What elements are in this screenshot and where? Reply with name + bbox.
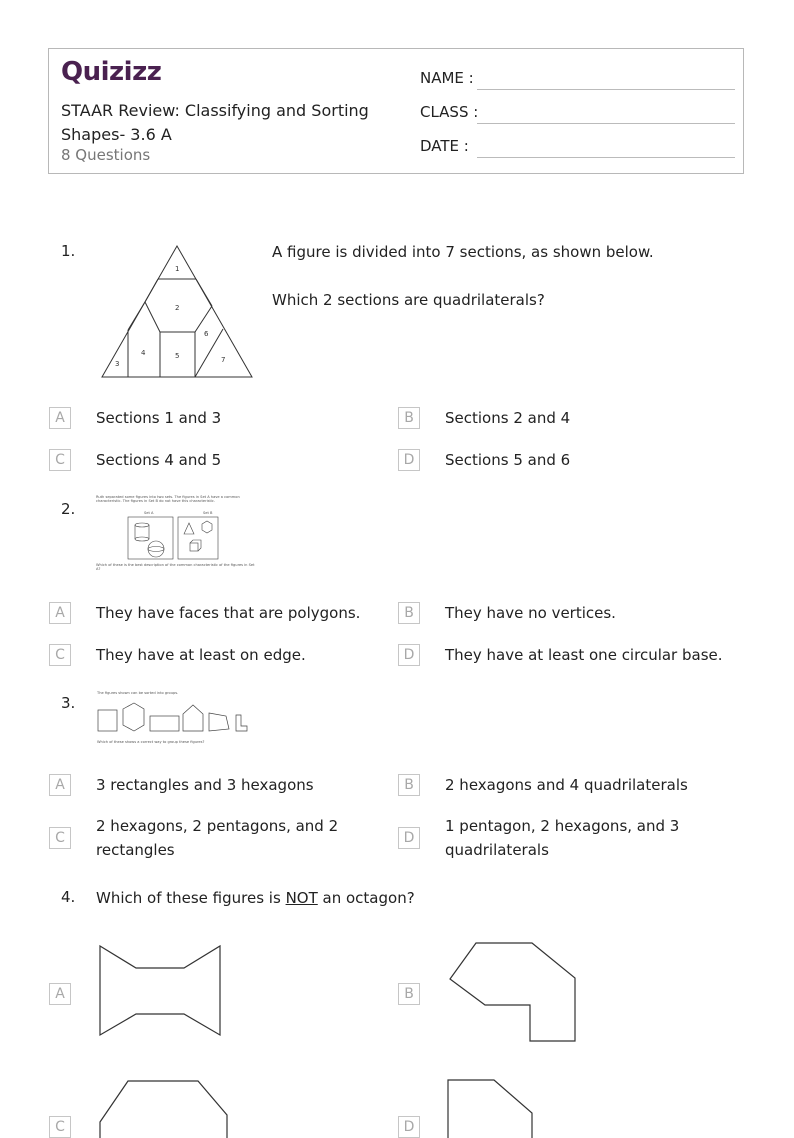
hexagon-shape	[202, 521, 212, 533]
question-3-shapes-figure	[96, 689, 256, 745]
question-4-number: 4.	[61, 888, 76, 906]
cylinder-bottom-shape	[135, 537, 149, 541]
q4-text-emphasis: NOT	[285, 889, 318, 907]
question-3-number: 3.	[61, 694, 76, 712]
q3-image-prompt: The figures shown can be sorted into groups.	[97, 691, 179, 695]
sphere-equator	[148, 547, 164, 552]
class-line	[477, 123, 735, 124]
q2-image-question: Which of these is the best description of the common characteristic of the figures in Set A?	[96, 563, 255, 572]
worksheet-header	[48, 48, 744, 174]
q1-option-b-text[interactable]: Sections 2 and 4	[445, 409, 571, 427]
q4-option-a-bowtie-figure[interactable]	[98, 944, 223, 1038]
question-1-triangle-figure	[100, 244, 256, 380]
name-label: NAME :	[420, 69, 474, 87]
q4-option-d-figure[interactable]	[446, 1078, 536, 1128]
q1-option-d-letter[interactable]: D	[398, 449, 420, 471]
q4-text-before: Which of these figures is	[96, 889, 286, 907]
figure-label-4: 4	[141, 349, 146, 357]
cylinder-top-shape	[135, 523, 149, 527]
q2-option-d-letter[interactable]: D	[398, 644, 420, 666]
q3-option-c-letter[interactable]: C	[49, 827, 71, 849]
figure-label-6: 6	[204, 330, 209, 338]
q2-option-a-text[interactable]: They have faces that are polygons.	[96, 604, 361, 622]
q2-option-c-text[interactable]: They have at least on edge.	[96, 646, 306, 664]
q3-option-b-letter[interactable]: B	[398, 774, 420, 796]
worksheet-title: STAAR Review: Classifying and Sorting Shapes- 3.6 A	[61, 101, 369, 144]
bowtie-octagon-shape	[100, 946, 220, 1035]
rectangle-shape	[150, 716, 179, 731]
figure-label-7: 7	[221, 356, 226, 364]
date-field[interactable]	[420, 137, 735, 161]
section-divider-6-7	[195, 329, 226, 377]
q4-option-b-figure[interactable]	[448, 941, 578, 1045]
cube-front	[190, 543, 198, 551]
quizizz-logo: Quizizz	[61, 57, 162, 87]
q1-option-a-letter[interactable]: A	[49, 407, 71, 429]
question-1-number: 1.	[61, 242, 76, 260]
q4-option-d-letter[interactable]: D	[398, 1116, 420, 1138]
figure-label-2: 2	[175, 304, 180, 312]
q4-option-b-letter[interactable]: B	[398, 983, 420, 1005]
cut-square-shape	[448, 1080, 532, 1138]
q2-option-d-text[interactable]: They have at least one circular base.	[445, 646, 723, 664]
q2-option-b-letter[interactable]: B	[398, 602, 420, 624]
q1-option-d-text[interactable]: Sections 5 and 6	[445, 451, 571, 469]
q1-option-c-text[interactable]: Sections 4 and 5	[96, 451, 222, 469]
q2-set-a-label: Set A	[144, 511, 154, 515]
q1-option-c-letter[interactable]: C	[49, 449, 71, 471]
q4-option-c-figure[interactable]	[98, 1078, 230, 1128]
sphere-shape	[148, 541, 164, 557]
section-divider-left	[128, 279, 158, 330]
q3-option-c-text[interactable]: 2 hexagons, 2 pentagons, and 2 rectangles	[96, 817, 339, 859]
cube-back	[190, 540, 201, 551]
figure-label-5: 5	[175, 352, 180, 360]
hexagon-shape-1	[123, 703, 144, 731]
q4-option-c-letter[interactable]: C	[49, 1116, 71, 1138]
quadrilateral-shape	[209, 713, 229, 731]
q3-option-a-text[interactable]: 3 rectangles and 3 hexagons	[96, 776, 314, 794]
figure-label-3: 3	[115, 360, 120, 368]
q3-option-d-letter[interactable]: D	[398, 827, 420, 849]
q1-option-b-letter[interactable]: B	[398, 407, 420, 429]
question-4-text	[96, 886, 415, 910]
l-hexagon-shape	[236, 715, 247, 731]
question-count: 8 Questions	[61, 146, 151, 164]
octagon-shape	[100, 1081, 227, 1138]
square-shape	[98, 710, 117, 731]
figure-label-1: 1	[175, 265, 180, 273]
class-field[interactable]	[420, 103, 735, 127]
q2-option-c-letter[interactable]: C	[49, 644, 71, 666]
q4-text-after: an octagon?	[317, 889, 415, 907]
name-field[interactable]	[420, 69, 735, 93]
q2-image-prompt: Ruth separated some figures into two sets. The figures in Set A have a common characteristic. The figures in Set B do not have this characteristic.	[96, 495, 240, 504]
q3-image-question: Which of these shows a correct way to group these figures?	[97, 740, 205, 744]
q3-option-d-text[interactable]: 1 pentagon, 2 hexagons, and 3 quadrilaterals	[445, 817, 680, 859]
q2-set-b-label: Set B	[203, 511, 213, 515]
date-label: DATE :	[420, 137, 469, 155]
question-1-subtext: Which 2 sections are quadrilaterals?	[272, 291, 545, 309]
irregular-octagon-shape	[450, 943, 575, 1041]
set-b-box	[178, 517, 218, 559]
class-label: CLASS :	[420, 103, 479, 121]
q2-option-b-text[interactable]: They have no vertices.	[445, 604, 616, 622]
pentagon-shape	[183, 705, 203, 731]
q3-option-a-letter[interactable]: A	[49, 774, 71, 796]
q3-option-b-text[interactable]: 2 hexagons and 4 quadrilaterals	[445, 776, 688, 794]
question-1-text: A figure is divided into 7 sections, as shown below.	[272, 243, 654, 261]
date-line	[477, 157, 735, 158]
name-line	[477, 89, 735, 90]
question-2-sets-figure	[96, 495, 256, 575]
question-2-number: 2.	[61, 500, 76, 518]
q2-option-a-letter[interactable]: A	[49, 602, 71, 624]
q1-option-a-text[interactable]: Sections 1 and 3	[96, 409, 222, 427]
section-divider-right	[196, 279, 212, 306]
q4-option-a-letter[interactable]: A	[49, 983, 71, 1005]
triangle-shape	[184, 523, 194, 534]
